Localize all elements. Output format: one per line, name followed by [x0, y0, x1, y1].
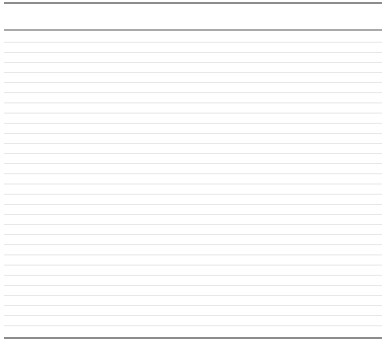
table-body [4, 42, 382, 326]
